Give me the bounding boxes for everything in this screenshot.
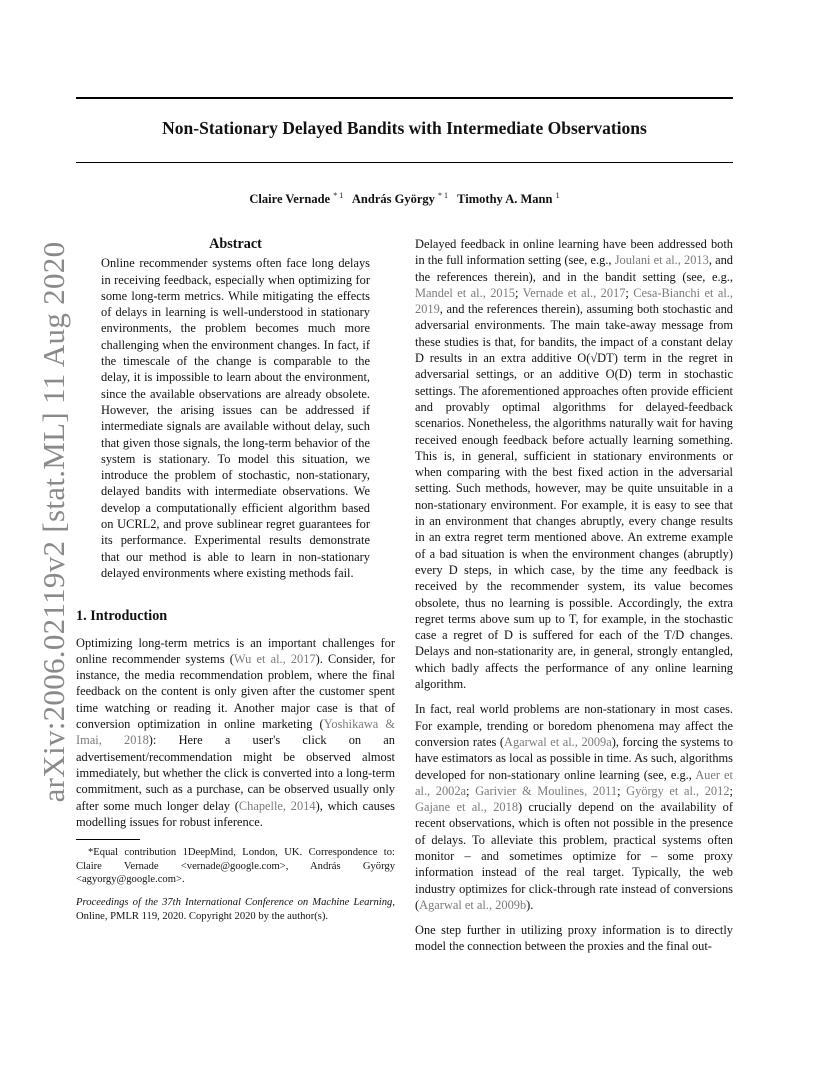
text-run: ), forcing the systems to have estimators as local as possible in time. As such, algorithms developed for non-stationary online learning (see, e.g.,: [415, 734, 733, 782]
text-run: ).: [526, 897, 534, 912]
citation-link[interactable]: Yoshikawa & Imai, 2018: [76, 717, 395, 748]
citation-link[interactable]: Mandel et al., 2015: [415, 285, 516, 300]
body-paragraph: One step further in utilizing proxy information is to directly model the connection between the proxies and the final out-: [415, 923, 733, 954]
text-run: ), which causes modelling issues for robust inference.: [76, 798, 395, 829]
author-affiliation-mark: * 1: [438, 191, 449, 200]
text-run: , and the references therein), assuming both stochastic and adversarial environments. The main take-away message from these studies is that, for bandits, the impact of a constant delay D results in an extra additive O(√DT) term in the regret in adversarial settings, or an additive O(D) term in stochastic settings. The aforementioned approaches often provide efficient and provably optimal algorithms for delayed-feedback scenarios. Nonetheless, the algorithms naturally wait for having received enough feedback before actually learning something. This is, in general, sufficient in stationary environments or when comparing with the best fixed action in the adversarial setting. Such methods, however, may be quite unsuitable in a non-stationary environment. For example, it is easy to see that in an environment that changes abruptly, every change results in an extra regret term mentioned above. An extreme example of a bad situation is when the environment changes (abruptly) every D steps, in which case, by the time any feedback is received by the recommender system, its value becomes obsolete, thus no learning is possible. Accordingly, the extra regret terms above sum up to T, for example, in the stochastic case a regret of D is suffered for each of the T/D changes. Delays and non-stationarity are, in general, strongly entangled, which badly affects the performance of any online learning algorithm.: [415, 302, 733, 692]
text-run: Optimizing long-term metrics is an important challenges for online recommender systems (: [76, 635, 395, 666]
text-run: Delayed feedback in online learning have been addressed both in the full information setting (see, e.g.,: [415, 237, 733, 268]
text-run: ;: [729, 783, 733, 798]
abstract-body: Online recommender systems often face long delays in receiving feedback, especially when optimizing for some long-term metrics. While mitigating the effects of delays in learning is well-understood in stationary environments, the problem becomes much more challenging when the environment changes. In fact, if the timescale of the change is comparable to the delay, it is impossible to learn about the environment, since the available observations are already obsolete. However, the arising issues can be addressed if intermediate signals are available without delay, such that given those signals, the long-term behavior of the system is stationary. To model this situation, we introduce the problem of stochastic, non-stationary, delayed bandits with intermediate observations. We develop a computationally efficient algorithm based on UCRL2, and prove sublinear regret guarantees for its performance. Experimental results demonstrate that our method is able to learn in non-stationary delayed environments where existing methods fail.: [101, 256, 370, 580]
citation-link[interactable]: Gajane et al., 2018: [415, 800, 519, 815]
body-paragraph: [415, 236, 733, 692]
citation-link[interactable]: Wu et al., 2017: [233, 651, 316, 666]
author-affiliation-mark: * 1: [333, 191, 344, 200]
citation-link[interactable]: Chapelle, 2014: [238, 798, 316, 813]
text-run: In fact, real world problems are non-stationary in most cases. For example, trending or boredom phenomena may affect the conversion rates (: [415, 702, 733, 749]
author-list: [76, 191, 733, 207]
citation-link[interactable]: Agarwal et al., 2009b: [419, 897, 527, 912]
text-run: ) crucially depend on the availability of recent observations, which is often not possible in the presence of delays. To alleviate this problem, practical systems often monitor – and sometimes optimize for – some proxy information instead of the real target. Typically, the web industry optimizes for click-through rate instead of conversions (: [415, 800, 733, 912]
citation-link[interactable]: Auer et al., 2002a: [415, 767, 733, 798]
text-run: ;: [515, 285, 523, 300]
footnote-rule: [76, 839, 140, 840]
text-run: ;: [466, 783, 476, 798]
right-column: [415, 236, 733, 964]
proceedings-details: , Online, PMLR 119, 2020. Copyright 2020 by the author(s).: [76, 897, 395, 922]
author-name: András György: [351, 192, 435, 207]
text-run: ;: [625, 285, 634, 300]
text-run: ): Here a user's click on an advertisement/recommendation might be observed almost immediately, but whether the click is converted into a long-term commitment, such as a purchase, can be observed usually only after some much longer delay (: [76, 733, 396, 813]
footnote: *Equal contribution 1DeepMind, London, UK. Correspondence to: Claire Vernade <vernade@google.com>, András György <agyorgy@google.com>.: [76, 847, 395, 885]
citation-link[interactable]: Agarwal et al., 2009a: [504, 734, 612, 749]
proceedings-venue: Proceedings of the 37th International Conference on Machine Learning: [76, 897, 393, 909]
citation-link[interactable]: Vernade et al., 2017: [522, 285, 626, 300]
citation-link[interactable]: Cesa-Bianchi et al., 2019: [415, 285, 733, 317]
title-bottom-rule: [76, 162, 733, 163]
author-name: Timothy A. Mann: [457, 192, 553, 207]
left-column: [76, 236, 395, 923]
text-run: ). Consider, for instance, the media recommendation problem, where the final feedback on the content is only given after the customer spent time watching or reading it. Another major case is that of conversion optimization in online marketing (: [76, 651, 395, 732]
text-run: , and the references therein), and in the bandit setting (see, e.g.,: [415, 253, 733, 284]
section-heading: 1. Introduction: [76, 608, 168, 625]
paper-title: Non-Stationary Delayed Bandits with Intermediate Observations: [162, 118, 647, 138]
arxiv-identifier-stamp: arXiv:2006.02119v2 [stat.ML] 11 Aug 2020: [36, 241, 71, 803]
citation-link[interactable]: György et al., 2012: [626, 783, 730, 798]
text-run: ;: [617, 783, 627, 798]
body-paragraph: [415, 701, 733, 913]
intro-paragraph: [76, 635, 395, 831]
title-top-rule: [76, 97, 733, 99]
citation-link[interactable]: Garivier & Moulines, 2011: [475, 783, 618, 798]
citation-link[interactable]: Joulani et al., 2013: [614, 253, 709, 268]
author-affiliation-mark: 1: [555, 191, 560, 200]
proceedings-note: [76, 896, 395, 923]
author-name: Claire Vernade: [249, 192, 331, 207]
abstract-heading: Abstract: [209, 236, 262, 252]
